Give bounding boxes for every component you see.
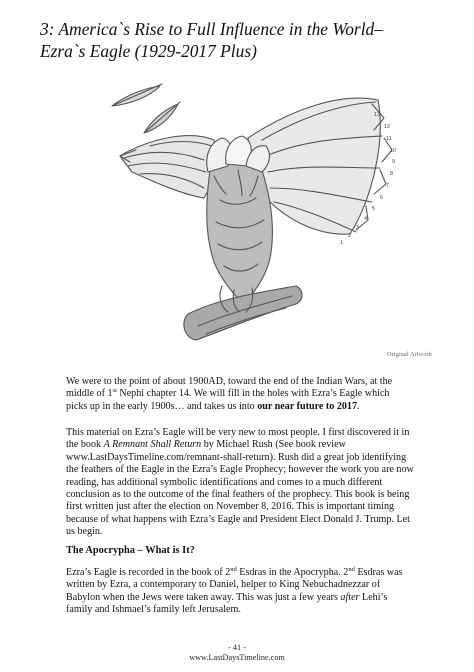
feather-number: 8 [390, 171, 393, 177]
artwork-caption: Original Artwork [387, 351, 432, 358]
text-run: the book [66, 439, 104, 451]
text-run: middle of 1 [66, 388, 113, 400]
feather-number: 13 [374, 112, 380, 118]
feather-number: 7 [386, 183, 389, 189]
text-run: Babylon when the Jews were taken away. This was just a few years [66, 591, 341, 603]
feather-number: 6 [380, 195, 383, 201]
footer-website: www.LastDaysTimeline.com [189, 653, 285, 662]
text-run: Esdras in the Apocrypha. 2 [236, 567, 349, 578]
feather-number: 4 [364, 216, 367, 222]
paragraph-line: first written just after the election on November 8, 2016. This is important timing [66, 501, 395, 513]
feather-number: 3 [356, 225, 359, 231]
loose-feather-icon [112, 84, 162, 106]
text-run: . [357, 400, 360, 412]
chapter-title-line-2: Ezra`s Eagle (1929-2017 Plus) [40, 41, 257, 61]
feather-number: 11 [386, 136, 392, 142]
chapter-title-line-1: 3: America`s Rise to Full Influence in the World– [40, 19, 383, 39]
feather-number: 12 [384, 124, 390, 130]
section-heading: The Apocrypha – What is It? [66, 545, 195, 556]
paragraph-line: us begin. [66, 526, 103, 538]
text-run: Esdras was [354, 567, 403, 578]
paragraph-line: reading, has additional symbolic identifications and comes to a much different [66, 476, 383, 488]
paragraph-line: the feathers of the Eagle in the Ezra’s Eagle Prophecy; however the work you are now [66, 464, 414, 476]
paragraph-line: written by Ezra, a contemporary to Daniel, helper to King Nebuchadnezzar of [66, 579, 381, 591]
paragraph-line [66, 439, 440, 451]
eagle-body [207, 163, 273, 307]
paragraph-line: www.LastDaysTimeline.com/remnant-shall-return). Rush did a great job identifying [66, 451, 407, 463]
italic-text: after [340, 591, 360, 603]
paragraph-line: conclusion as to the outcome of the final feathers of the prophecy. This book is being [66, 489, 410, 501]
book-title: A Remnant Shall Return [103, 439, 202, 451]
feather-number: 10 [390, 148, 396, 154]
feather-number: 9 [392, 159, 395, 165]
paragraph-line: because of what happens with Ezra’s Eagle and President Elect Donald J. Trump. Let [66, 513, 410, 525]
left-wing [120, 136, 216, 198]
bold-text: our near future to 2017 [257, 400, 358, 412]
superscript: nd [348, 566, 355, 573]
paragraph-line: This material on Ezra’s Eagle will be very new to most people. I first discovered it in [66, 427, 410, 438]
superscript: st [112, 387, 117, 395]
paragraph-1 [66, 376, 440, 413]
text-run: Nephi chapter 14. We will fill in the holes with Ezra’s Eagle which [116, 388, 390, 400]
superscript: nd [230, 566, 237, 573]
paragraph-3 [66, 567, 440, 617]
text-run: picks up in the early 1900s… and takes us into [66, 400, 258, 412]
feather-number: 1 [340, 240, 343, 246]
feather-number: 5 [372, 206, 375, 212]
text-run: Lehi’s [359, 591, 388, 603]
feather-number: 2 [348, 233, 351, 239]
paragraph-line [66, 401, 440, 413]
text-run: Ezra’s Eagle is recorded in the book of 2 [66, 567, 231, 578]
paragraph-line: family and Ishmael’s family left Jerusalem. [66, 604, 241, 616]
paragraph-line [66, 567, 440, 579]
paragraph-line [66, 592, 440, 604]
loose-feather-icon [144, 102, 180, 133]
text-run: by Michael Rush (See book review [201, 439, 346, 451]
paragraph-line: We were to the point of about 1900AD, toward the end of the Indian Wars, at the [66, 376, 393, 387]
paragraph-2 [66, 427, 440, 539]
page-number: - 41 - [228, 643, 246, 652]
paragraph-line [66, 388, 440, 400]
